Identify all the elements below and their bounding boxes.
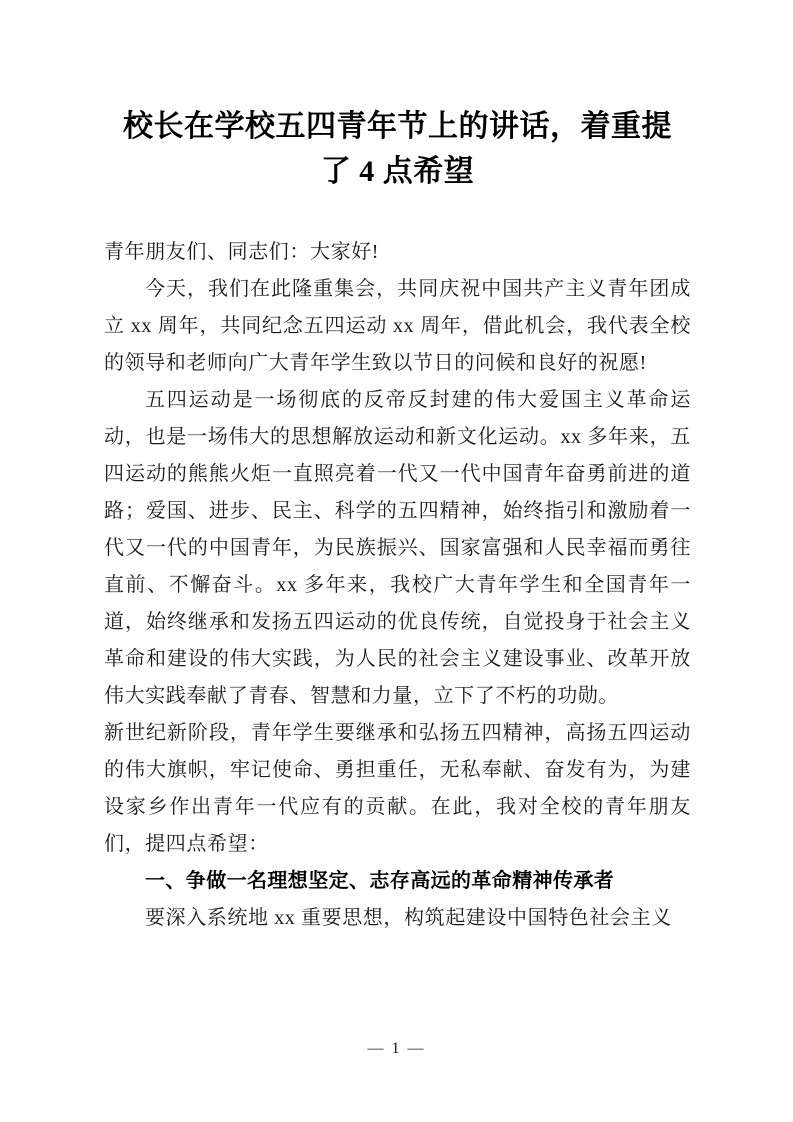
page-number-footer: — 1 —: [367, 1040, 426, 1057]
paragraph-may-fourth-history: 五四运动是一场彻底的反帝反封建的伟大爱国主义革命运动，也是一场伟大的思想解放运动和新文化运动。xx 多年来，五四运动的熊熊火炬一直照亮着一代又一代中国青年奋勇前进的道路；爱国、进步、民主、科学的五四精神，始终指引和激励着一代又一代的中国青年，为民族振兴、国家富强和人民幸福而勇往直前、不懈奋斗。xx 多年来，我校广大青年学生和全国青年一道，始终继承和发扬五四运动的优良传统，自觉投身于社会主义革命和建设的伟大实践，为人民的社会主义建设事业、改革开放伟大实践奉献了青春、智慧和力量，立下了不朽的功勋。: [104, 389, 691, 707]
heading-section-one: 一、争做一名理想坚定、志存高远的革命精神传承者: [145, 870, 615, 892]
page-title: 校长在学校五四青年节上的讲话，着重提了 4 点希望: [123, 110, 672, 188]
paragraph-new-era: 新世纪新阶段，青年学生要继承和弘扬五四精神，高扬五四运动的伟大旗帜，牢记使命、勇担重任，无私奉献、奋发有为，为建设家乡作出青年一代应有的贡献。在此，我对全校的青年朋友们，提四点希望：: [104, 722, 691, 855]
paragraph-salutation: 青年朋友们、同志们：大家好!: [104, 241, 380, 263]
document-body: [104, 234, 691, 937]
document-content: [104, 0, 691, 937]
paragraph-section-one-body: 要深入系统地 xx 重要思想，构筑起建设中国特色社会主义: [145, 907, 672, 929]
paragraph-opening: 今天，我们在此隆重集会，共同庆祝中国共产主义青年团成立 xx 周年，共同纪念五四运动 xx 周年，借此机会，我代表全校的领导和老师向广大青年学生致以节日的问候和良好的祝愿!: [104, 278, 691, 374]
